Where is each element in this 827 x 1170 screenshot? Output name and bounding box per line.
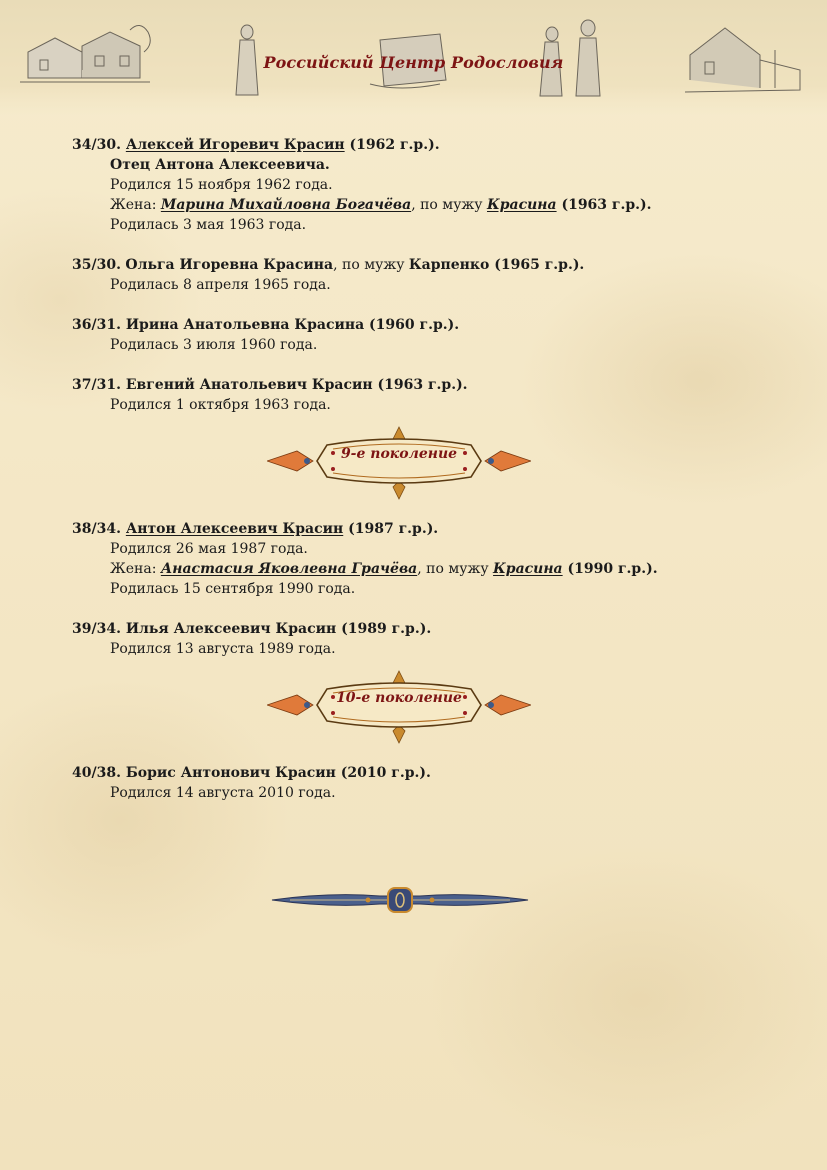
spouse-married-name-link[interactable]: Красина — [493, 561, 563, 577]
birth-line: Родился 14 августа 2010 года. — [110, 785, 336, 801]
entry-note: Отец Антона Алексеевича. — [110, 157, 330, 173]
spouse-mid: , по мужу — [411, 197, 487, 213]
birth-line: Родился 1 октября 1963 года. — [110, 397, 331, 413]
spouse-birth-line: Родилась 15 сентября 1990 года. — [110, 581, 356, 597]
entry-number: 40/38. — [72, 765, 121, 781]
generation-divider-10 — [72, 667, 772, 757]
spouse-line — [72, 195, 772, 215]
person-name: Борис Антонович Красин — [125, 765, 336, 781]
person-years: (1960 г.р.). — [364, 317, 460, 333]
married-name: Карпенко — [408, 257, 490, 273]
genealogy-content — [72, 135, 772, 803]
entry-number: 35/30. — [72, 257, 121, 273]
person-name: Ирина Анатольевна Красина — [125, 317, 365, 333]
person-entry-34-30 — [72, 135, 772, 235]
spouse-label: Жена: — [110, 561, 161, 577]
person-name: Ольга Игоревна Красина — [125, 257, 334, 273]
person-years: (1962 г.р.). — [349, 137, 440, 153]
spouse-years: (1990 г.р.). — [562, 561, 658, 577]
person-years: (2010 г.р.). — [335, 765, 431, 781]
spouse-name-link[interactable]: Марина Михайловна Богачёва — [160, 197, 412, 213]
entry-number: 39/34. — [72, 621, 121, 637]
end-ornament — [270, 884, 530, 916]
spouse-married-name-link[interactable]: Красина — [487, 197, 557, 213]
person-name-link[interactable]: Антон Алексеевич Красин — [125, 521, 344, 537]
person-years: (1965 г.р.). — [489, 257, 585, 273]
person-entry-36-31 — [72, 315, 772, 355]
person-entry-38-34 — [72, 519, 772, 599]
married-mid: , по мужу — [333, 257, 409, 273]
person-name: Евгений Анатольевич Красин — [125, 377, 373, 393]
birth-line: Родился 13 августа 1989 года. — [110, 641, 336, 657]
spouse-years: (1963 г.р.). — [556, 197, 652, 213]
ornamental-cartouche — [267, 667, 531, 747]
person-name-link[interactable]: Алексей Игоревич Красин — [125, 137, 345, 153]
person-entry-40-38 — [72, 763, 772, 803]
person-years: (1963 г.р.). — [372, 377, 468, 393]
birth-line: Родился 15 ноября 1962 года. — [110, 177, 333, 193]
person-entry-39-34 — [72, 619, 772, 659]
spouse-mid: , по мужу — [417, 561, 494, 577]
ornamental-cartouche — [267, 423, 531, 503]
spouse-name-link[interactable]: Анастасия Яковлевна Грачёва — [160, 561, 418, 577]
person-years: (1987 г.р.). — [343, 521, 439, 537]
person-entry-37-31 — [72, 375, 772, 415]
header-banner — [0, 0, 827, 115]
site-title: Российский Центр Родословия — [263, 53, 564, 72]
person-years: (1989 г.р.). — [336, 621, 432, 637]
person-entry-35-30 — [72, 255, 772, 295]
entry-number: 38/34. — [72, 521, 121, 537]
birth-line: Родилась 8 апреля 1965 года. — [110, 277, 331, 293]
generation-label-10: 10-е поколение — [336, 690, 462, 706]
spouse-birth-line: Родилась 3 мая 1963 года. — [110, 217, 307, 233]
spouse-line — [72, 559, 772, 579]
entry-number: 36/31. — [72, 317, 121, 333]
entry-number: 37/31. — [72, 377, 121, 393]
birth-line: Родился 26 мая 1987 года. — [110, 541, 308, 557]
generation-label-9: 9-е поколение — [340, 446, 458, 462]
spouse-label: Жена: — [110, 197, 161, 213]
person-name: Илья Алексеевич Красин — [125, 621, 337, 637]
birth-line: Родилась 3 июля 1960 года. — [110, 337, 318, 353]
entry-number: 34/30. — [72, 137, 121, 153]
generation-divider-9 — [72, 423, 772, 513]
